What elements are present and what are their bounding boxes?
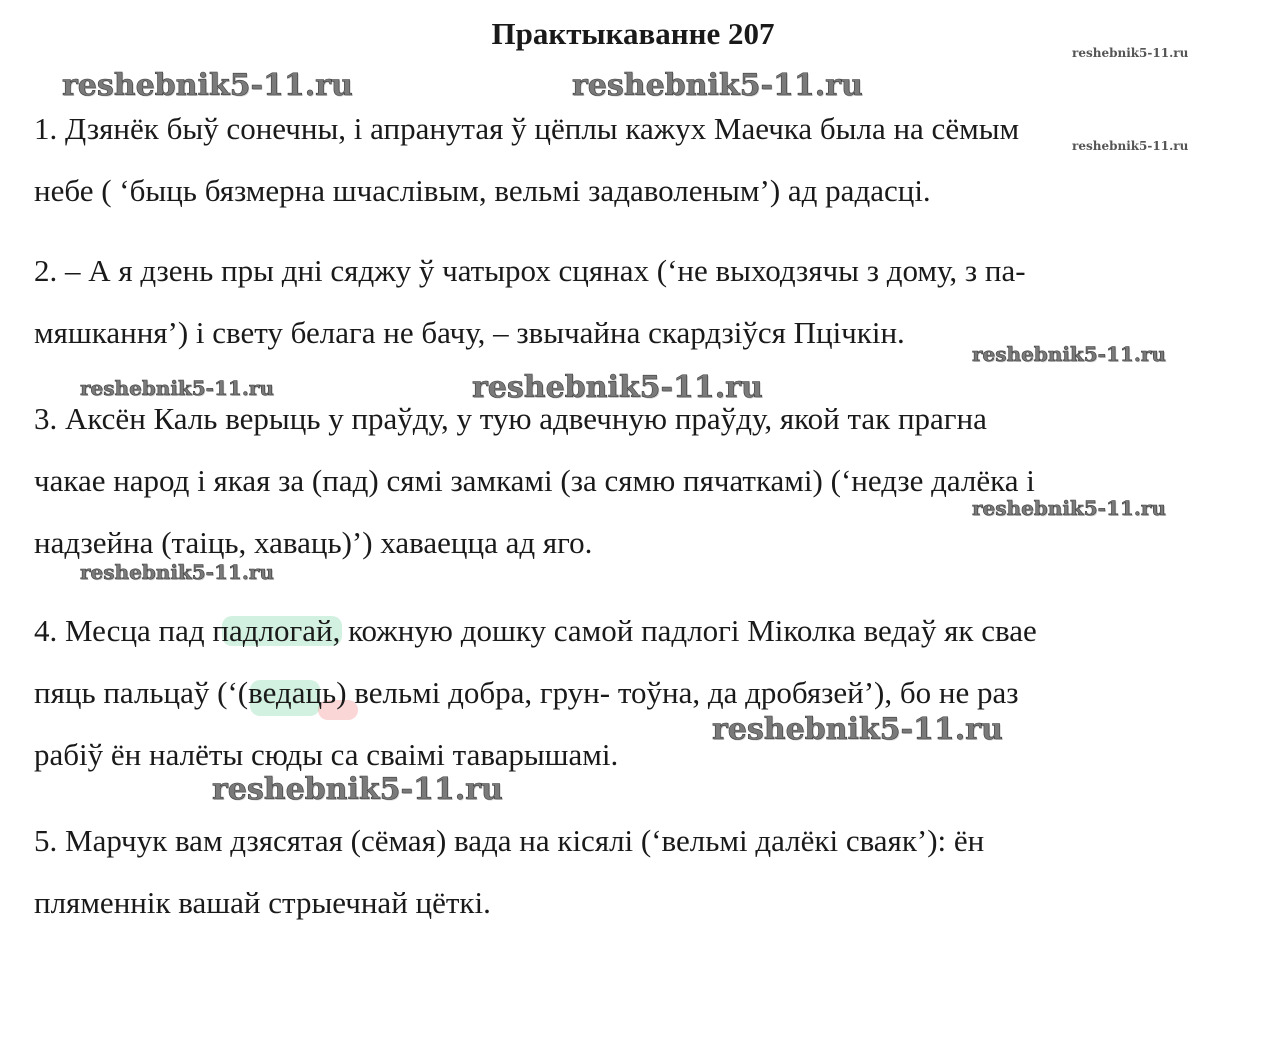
watermark: reshebnik5-11.ru bbox=[62, 68, 353, 103]
text-line: 2. – А я дзень пры дні сяджу ў чатырох сцянах (‘не выходзячы з дому, з па- bbox=[34, 253, 1026, 288]
paragraph-1 bbox=[34, 98, 1204, 222]
text-line: мяшкання’) і свету белага не бачу, – звычайна скардзіўся Пцічкін. bbox=[34, 315, 905, 350]
watermark: reshebnik5-11.ru bbox=[80, 376, 274, 400]
text-line: надзейна (таіць, хаваць)’) хаваецца ад яго. bbox=[34, 525, 593, 560]
text-line: чакае народ і якая за (пад) сямі замкамі (за сямю пячаткамі) (‘недзе далёка і bbox=[34, 463, 1035, 498]
text-line: рабіў ён налёты сюды са сваімі таварышамі. bbox=[34, 737, 619, 772]
watermark: reshebnik5-11.ru bbox=[572, 68, 863, 103]
text-line: 3. Аксён Каль верыць у праўду, у тую адвечную праўду, якой так прагна bbox=[34, 401, 987, 436]
watermark: reshebnik5-11.ru bbox=[1072, 46, 1189, 60]
text-line: 4. Месца пад падлогай, кожную дошку самой падлогі Міколка ведаў як свае bbox=[34, 613, 1037, 648]
text-line: пяць пальцаў (‘(ведаць) вельмі добра, грун- тоўна, да дробязей’), бо не раз bbox=[34, 675, 1019, 710]
paragraph-3 bbox=[34, 388, 1204, 574]
watermark: reshebnik5-11.ru bbox=[972, 496, 1166, 520]
watermark: reshebnik5-11.ru bbox=[972, 342, 1166, 366]
text-line: 5. Марчук вам дзясятая (сёмая) вада на кісялі (‘вельмі далёкі сваяк’): ён bbox=[34, 823, 985, 858]
watermark: reshebnik5-11.ru bbox=[712, 712, 1003, 747]
watermark: reshebnik5-11.ru bbox=[1072, 139, 1189, 153]
paragraph-4 bbox=[34, 600, 1204, 786]
text-line: небе ( ‘быць бязмерна шчаслівым, вельмі задаволеным’) ад радасці. bbox=[34, 173, 931, 208]
paragraph-5 bbox=[34, 810, 1204, 934]
watermark: reshebnik5-11.ru bbox=[212, 772, 503, 807]
watermark: reshebnik5-11.ru bbox=[472, 370, 763, 405]
text-line: 1. Дзянёк быў сонечны, і апранутая ў цёплы кажух Маечка была на сёмым bbox=[34, 111, 1020, 146]
watermark: reshebnik5-11.ru bbox=[80, 560, 274, 584]
page-title: Практыкаванне 207 bbox=[491, 16, 775, 51]
text-line: пляменнік вашай стрыечнай цёткі. bbox=[34, 885, 491, 920]
